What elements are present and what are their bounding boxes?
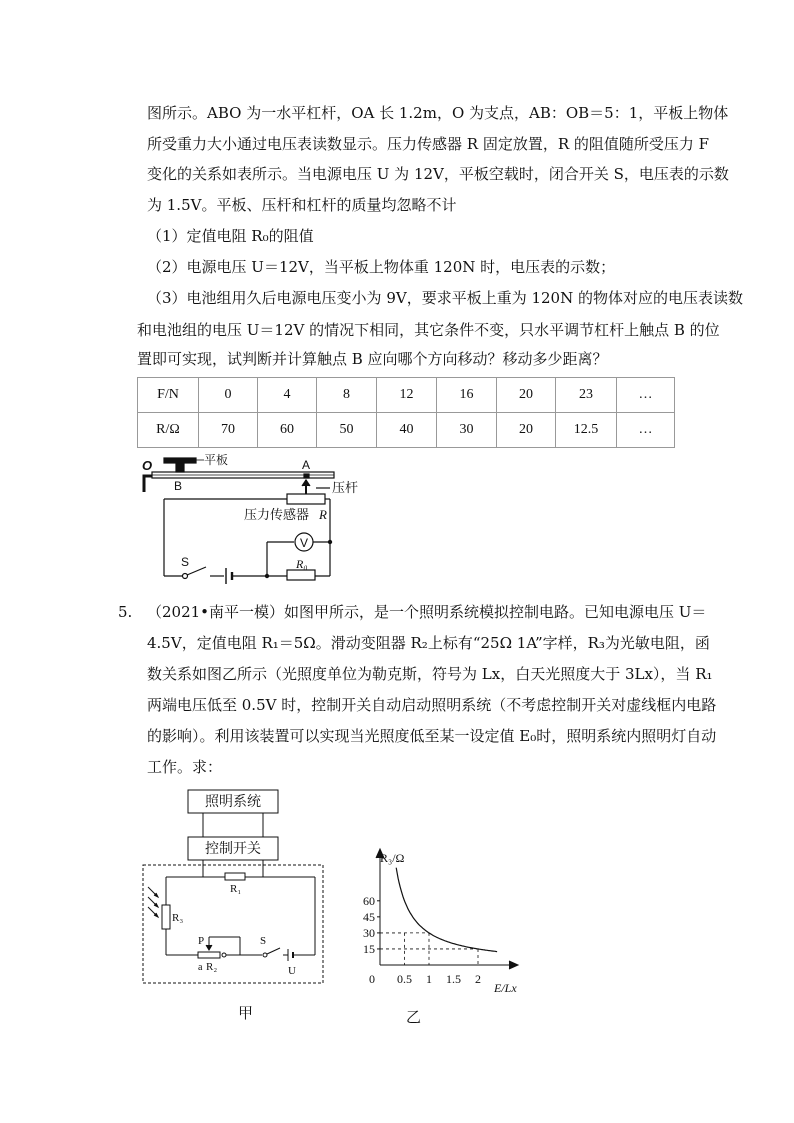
problem4-line-3: 变化的关系如表所示。当电源电压 U 为 12V，平板空载时，闭合开关 S，电压表的示数	[147, 165, 729, 183]
problem5-line-6: 工作。求：	[147, 758, 223, 776]
problem5-line-3: 数关系如图乙所示（光照度单位为勒克斯，符号为 Lx，白天光照度大于 3Lx），当 R₁	[147, 665, 713, 683]
label-U: U	[288, 965, 296, 977]
problem5-line-4: 两端电压低至 0.5V 时，控制开关自动启动照明系统（不考虑控制开关对虚线框内电路	[147, 696, 717, 714]
y-axis-label: R₃/Ω	[380, 851, 405, 865]
label-R: R	[319, 507, 327, 522]
label-platform: 平板	[204, 453, 229, 467]
question-2: （2）电源电压 U＝12V，当平板上物体重 120N 时，电压表的示数；	[147, 258, 616, 276]
label-sensor: 压力传感器	[244, 507, 310, 522]
problem4-line-2: 所受重力大小通过电压表读数显示。压力传感器 R 固定放置，R 的阻值随所受压力 F	[147, 135, 710, 153]
x-tick-label: 2	[475, 972, 481, 986]
table-cell: 30	[437, 413, 497, 448]
problem5-line-5: 的影响）。利用该装置可以实现当光照度低至某一设定值 E₀时，照明系统内照明灯自动	[147, 727, 717, 745]
question-3-line-2: 和电池组的电压 U＝12V 的情况下相同，其它条件不变，只水平调节杠杆上触点 B 的位	[137, 321, 720, 339]
question-1: （1）定值电阻 R₀的阻值	[147, 227, 314, 245]
table-cell: 0	[199, 378, 258, 413]
r3-illuminance-chart	[340, 840, 540, 1000]
table-cell: …	[617, 378, 675, 413]
y-tick-label: 15	[363, 941, 375, 956]
label-A: A	[302, 458, 311, 472]
figure-jia-caption: 甲	[238, 1004, 254, 1022]
table-cell: 16	[437, 378, 497, 413]
label-R1: R₁	[230, 883, 242, 895]
x-tick-label: 1	[426, 972, 432, 986]
x-tick-label: 0	[369, 972, 375, 986]
figure-yi-caption: 乙	[406, 1008, 422, 1026]
control-circuit-diagram	[138, 785, 328, 990]
table-row	[138, 413, 675, 448]
table-cell: 8	[317, 378, 377, 413]
label-B: B	[174, 479, 183, 493]
label-push-rod: 压杆	[332, 480, 359, 495]
control-switch-box: 控制开关	[205, 840, 261, 856]
problem5-line-1: （2021•南平一模）如图甲所示，是一个照明系统模拟控制电路。已知电源电压 U＝	[147, 603, 707, 621]
table-cell: R/Ω	[138, 413, 199, 448]
question-3-line-3: 置即可实现，试判断并计算触点 B 应向哪个方向移动？移动多少距离？	[137, 350, 608, 368]
label-S: S	[181, 555, 190, 569]
problem5-number: 5.	[118, 603, 133, 621]
y-tick-label: 60	[363, 893, 375, 908]
table-cell: 12	[377, 378, 437, 413]
table-cell: 50	[317, 413, 377, 448]
label-O: O	[142, 458, 153, 473]
lighting-system-box: 照明系统	[205, 793, 261, 809]
r3-curve	[396, 868, 497, 952]
table-cell: 40	[377, 413, 437, 448]
x-axis-label: E/Lx	[494, 981, 517, 995]
table-cell: 20	[497, 413, 556, 448]
voltmeter-icon: V	[300, 536, 309, 550]
label-R3: R₃	[172, 912, 184, 924]
problem5-line-2: 4.5V，定值电阻 R₁＝5Ω。滑动变阻器 R₂上标有“25Ω 1A”字样，R₃为光敏电阻，函	[147, 634, 710, 652]
x-axis-arrow	[509, 961, 518, 969]
table-cell: F/N	[138, 378, 199, 413]
problem4-line-1: 图所示。ABO 为一水平杠杆，OA 长 1.2m，O 为支点，AB：OB＝5：1，平板上物体	[147, 104, 729, 122]
label-R0: R₀	[296, 557, 308, 571]
label-S: S	[260, 935, 267, 947]
lever-circuit-diagram	[130, 450, 370, 585]
table-cell: 60	[258, 413, 317, 448]
y-tick-label: 30	[363, 925, 375, 940]
x-tick-label: 1.5	[446, 972, 461, 986]
table-cell: 12.5	[556, 413, 617, 448]
table-cell: 4	[258, 378, 317, 413]
x-tick-label: 0.5	[397, 972, 412, 986]
label-P: P	[198, 935, 205, 947]
force-resistance-table	[137, 377, 675, 448]
table-cell: …	[617, 413, 675, 448]
table-cell: 23	[556, 378, 617, 413]
y-tick-label: 45	[363, 909, 375, 924]
question-3-line-1: （3）电池组用久后电源电压变小为 9V，要求平板上重为 120N 的物体对应的电压表读数	[147, 289, 743, 307]
table-cell: 70	[199, 413, 258, 448]
label-a: a	[198, 962, 203, 973]
table-row	[138, 378, 675, 413]
problem4-line-4: 为 1.5V。平板、压杆和杠杆的质量均忽略不计	[147, 196, 457, 214]
table-cell: 20	[497, 378, 556, 413]
label-R2: R₂	[206, 961, 218, 973]
